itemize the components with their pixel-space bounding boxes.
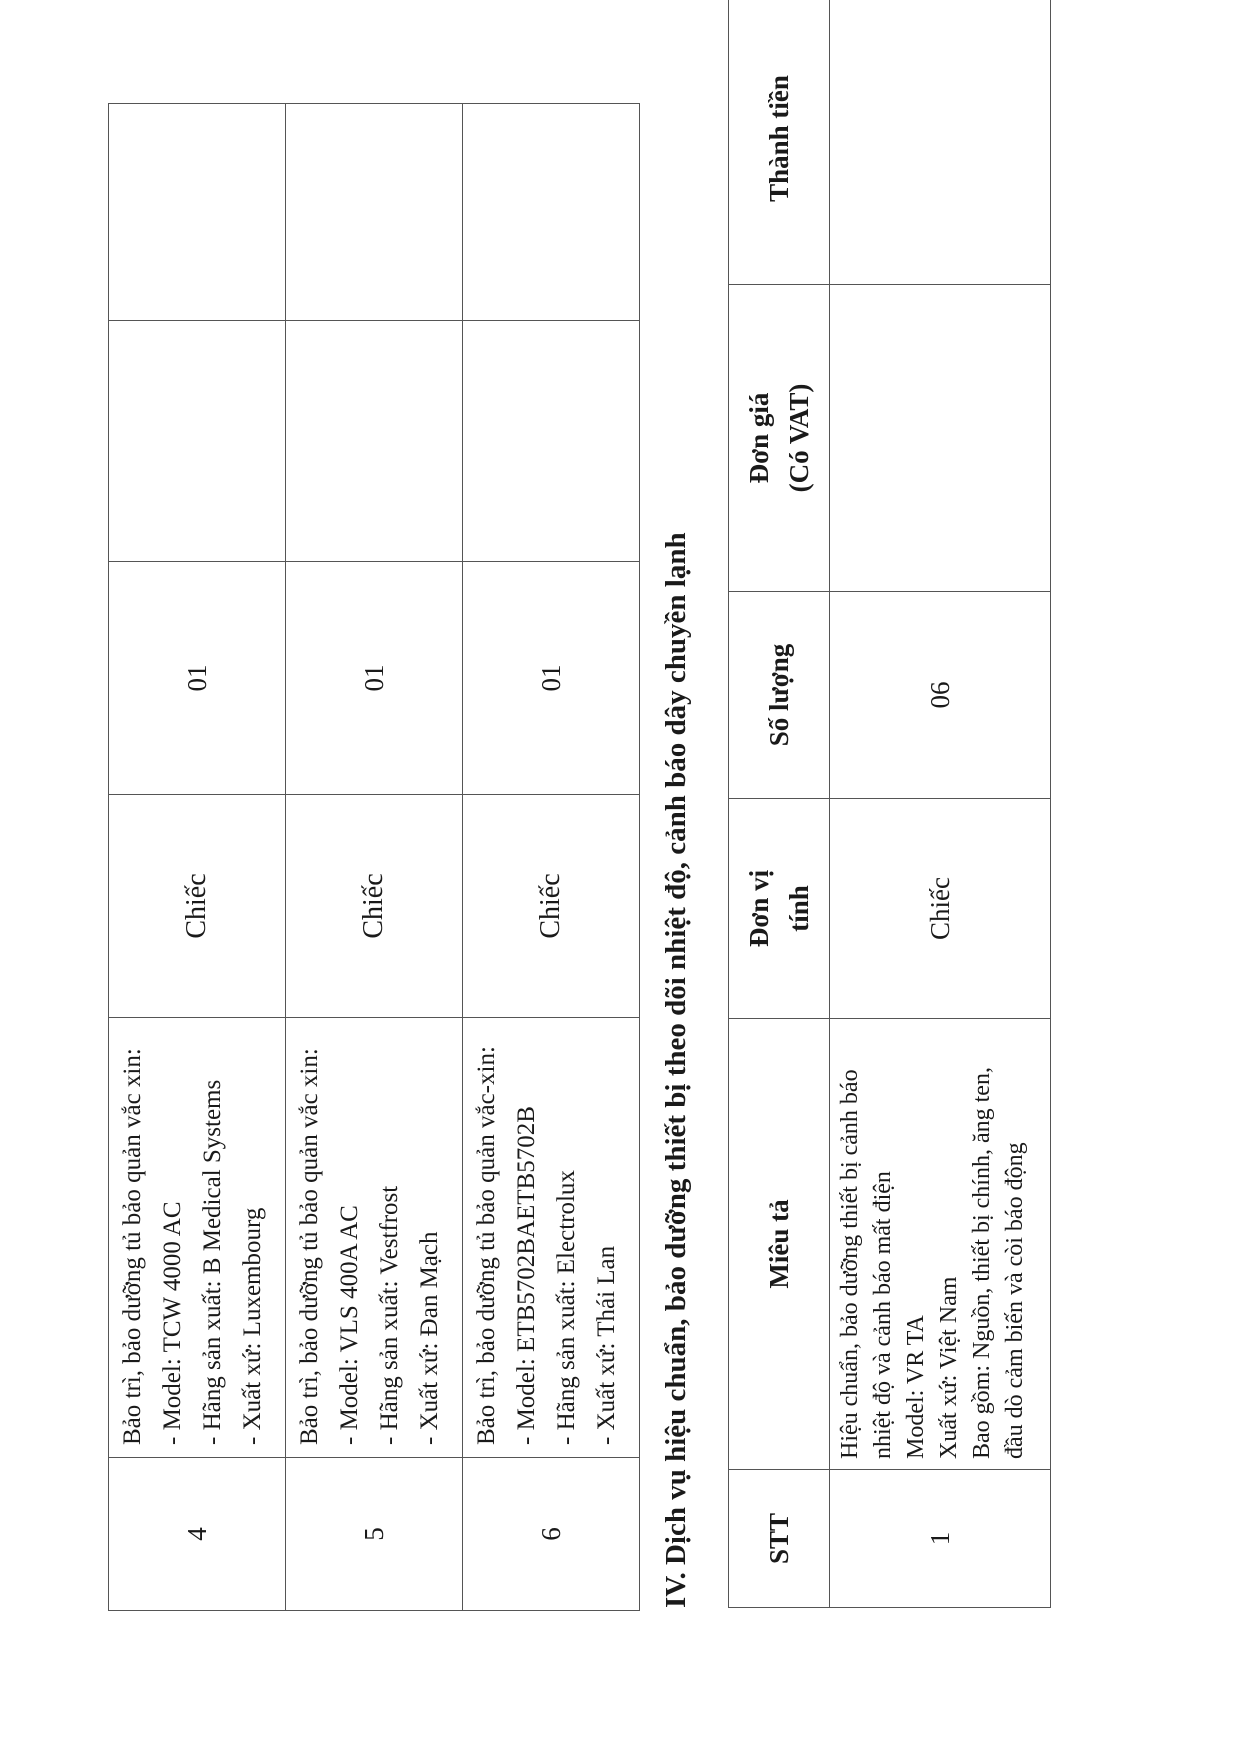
header-unit [729, 799, 830, 1019]
description-line: - Xuất xứ: Luxembourg [239, 1207, 266, 1445]
description-line: Hiệu chuẩn, bảo dưỡng thiết bị cảnh báo nhiệt độ và cảnh báo mất điện [837, 1069, 896, 1459]
header-unit-line: tính [784, 885, 814, 932]
row-price [463, 321, 640, 562]
header-price [729, 285, 830, 592]
description-line: Bảo trì, bảo dưỡng tủ bảo quản vắc-xin: [473, 1046, 500, 1445]
row-quantity: 01 [463, 562, 640, 795]
header-unit-line: Đơn vị [744, 869, 774, 948]
row-quantity: 06 [830, 592, 1051, 799]
description-line: Xuất xứ: Việt Nam [936, 1276, 962, 1459]
description-line: - Model: ETB5702BAETB5702B [513, 1106, 540, 1445]
row-description [286, 1018, 463, 1458]
table-row [463, 104, 640, 1611]
description-line: - Xuất xứ: Thái Lan [593, 1245, 620, 1445]
description-line: Bảo trì, bảo dưỡng tủ bảo quản vắc xin: [119, 1048, 146, 1445]
row-price [109, 321, 286, 562]
header-price-line: Đơn giá [744, 392, 774, 484]
row-description [109, 1018, 286, 1458]
row-description [463, 1018, 640, 1458]
description-line: Model: VR TA [903, 1315, 929, 1459]
description-line: - Model: VLS 400A AC [336, 1205, 363, 1445]
row-stt: 5 [286, 1458, 463, 1611]
description-line: - Xuất xứ: Đan Mạch [416, 1231, 443, 1445]
description-line: Bảo trì, bảo dưỡng tủ bảo quản vắc xin: [296, 1048, 323, 1445]
header-stt: STT [729, 1470, 830, 1608]
table-row [286, 104, 463, 1611]
header-price-line: (Có VAT) [784, 383, 814, 493]
description-line: - Hãng sản xuất: B Medical Systems [199, 1079, 226, 1445]
table-header-row [729, 0, 830, 1608]
header-description: Miêu tả [729, 1019, 830, 1470]
calibration-service-table [728, 0, 1051, 1608]
row-total [286, 104, 463, 321]
row-price [286, 321, 463, 562]
header-quantity: Số lượng [729, 592, 830, 799]
row-unit: Chiếc [463, 795, 640, 1018]
row-stt: 1 [830, 1470, 1051, 1608]
row-total [463, 104, 640, 321]
header-total: Thành tiền [729, 0, 830, 285]
row-quantity: 01 [286, 562, 463, 795]
row-unit: Chiếc [286, 795, 463, 1018]
row-total [109, 104, 286, 321]
row-price [830, 285, 1051, 592]
description-line: Bao gồm: Nguồn, thiết bị chính, ăng ten, đầu dò cảm biến và còi báo động [969, 1067, 1028, 1459]
description-line: - Hãng sản xuất: Vestfrost [376, 1185, 403, 1445]
description-line: - Hãng sản xuất: Electrolux [553, 1170, 580, 1445]
section-heading: IV. Dịch vụ hiệu chuẩn, bảo dưỡng thiết bị theo dõi nhiệt độ, cảnh báo dây chuyền lạnh [660, 532, 692, 1608]
row-description [830, 1019, 1051, 1470]
row-unit: Chiếc [109, 795, 286, 1018]
row-stt: 6 [463, 1458, 640, 1611]
row-stt: 4 [109, 1458, 286, 1611]
description-line: - Model: TCW 4000 AC [159, 1201, 186, 1445]
row-total [830, 0, 1051, 285]
equipment-table-continued [108, 103, 640, 1611]
row-unit: Chiếc [830, 799, 1051, 1019]
table-row [830, 0, 1051, 1608]
table-row [109, 104, 286, 1611]
row-quantity: 01 [109, 562, 286, 795]
